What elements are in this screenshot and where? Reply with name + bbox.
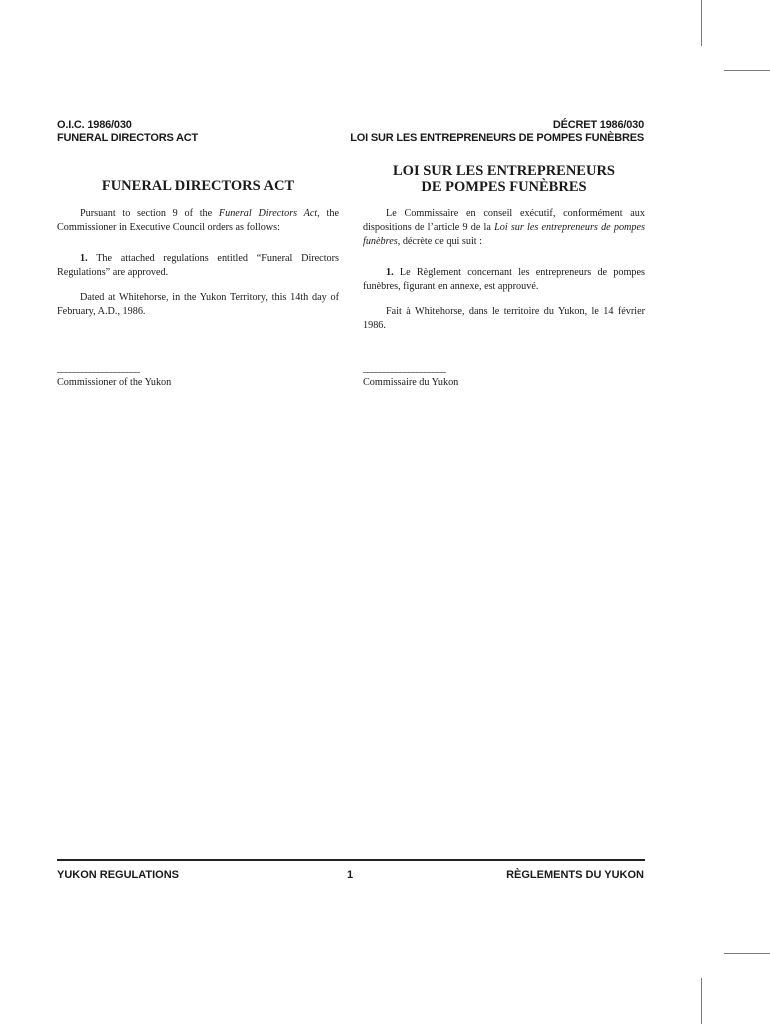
english-body [57,207,339,319]
footer-right: RÈGLEMENTS DU YUKON [506,869,644,881]
header-right [350,119,644,145]
french-column [363,163,645,195]
crop-mark-bottom-right-horizontal [724,953,770,954]
english-column [57,178,339,194]
french-p1-pre: Le Commissaire en conseil exécutif, conformément aux dispositions de l’article 9 de la [363,208,645,233]
english-section-number: 1. [80,253,88,264]
crop-mark-top-right-horizontal [724,70,770,71]
french-paragraph-enacting [363,207,645,249]
french-signature [363,362,645,390]
french-signature-line: ____________________ [363,363,445,374]
french-p1-post: , décrète ce qui suit : [397,236,483,247]
header-left-act: FUNERAL DIRECTORS ACT [57,132,199,144]
english-p1-post: , the Commissioner in Executive Council orders as follows: [57,208,339,233]
french-section-number: 1. [386,267,394,278]
footer-rule [57,859,645,861]
french-title-line-1: LOI SUR LES ENTREPRENEURS [393,163,615,179]
english-signature [57,362,339,390]
french-p1-italic: Loi sur les entrepreneurs de pompes funèbres [363,222,645,247]
page-number: 1 [347,869,354,881]
crop-mark-bottom-right-vertical [701,978,702,1024]
french-body [363,207,645,333]
english-p1-pre: Pursuant to section 9 of the [80,208,219,219]
english-section-text: The attached regulations entitled “Funeral Directors Regulations” are approved. [57,253,339,278]
header-right-decret: DÉCRET 1986/030 [552,119,644,131]
header-right-loi: LOI SUR LES ENTREPRENEURS DE POMPES FUNÈBRES [350,132,644,144]
english-paragraph-dated: Dated at Whitehorse, in the Yukon Territory, this 14th day of February, A.D., 1986. [57,292,339,317]
english-signature-label: Commissioner of the Yukon [57,377,172,388]
french-paragraph-dated: Fait à Whitehorse, dans le territoire du Yukon, le 14 février 1986. [363,306,645,331]
header-left [57,119,198,145]
french-title-line-2: DE POMPES FUNÈBRES [421,179,587,195]
header-left-oic: O.I.C. 1986/030 [57,119,132,131]
french-section-text: Le Règlement concernant les entrepreneurs de pompes funèbres, figurant en annexe, est approuvé. [363,267,645,292]
footer-left: YUKON REGULATIONS [57,869,180,881]
english-title: FUNERAL DIRECTORS ACT [101,178,295,194]
english-paragraph-section-1 [57,252,339,280]
english-signature-line: ____________________ [57,363,139,374]
french-signature-label: Commissaire du Yukon [363,377,459,388]
english-paragraph-enacting [57,207,339,235]
english-p1-italic: Funeral Directors Act [218,208,318,219]
french-paragraph-section-1 [363,266,645,294]
crop-mark-top-right-vertical [701,0,702,46]
